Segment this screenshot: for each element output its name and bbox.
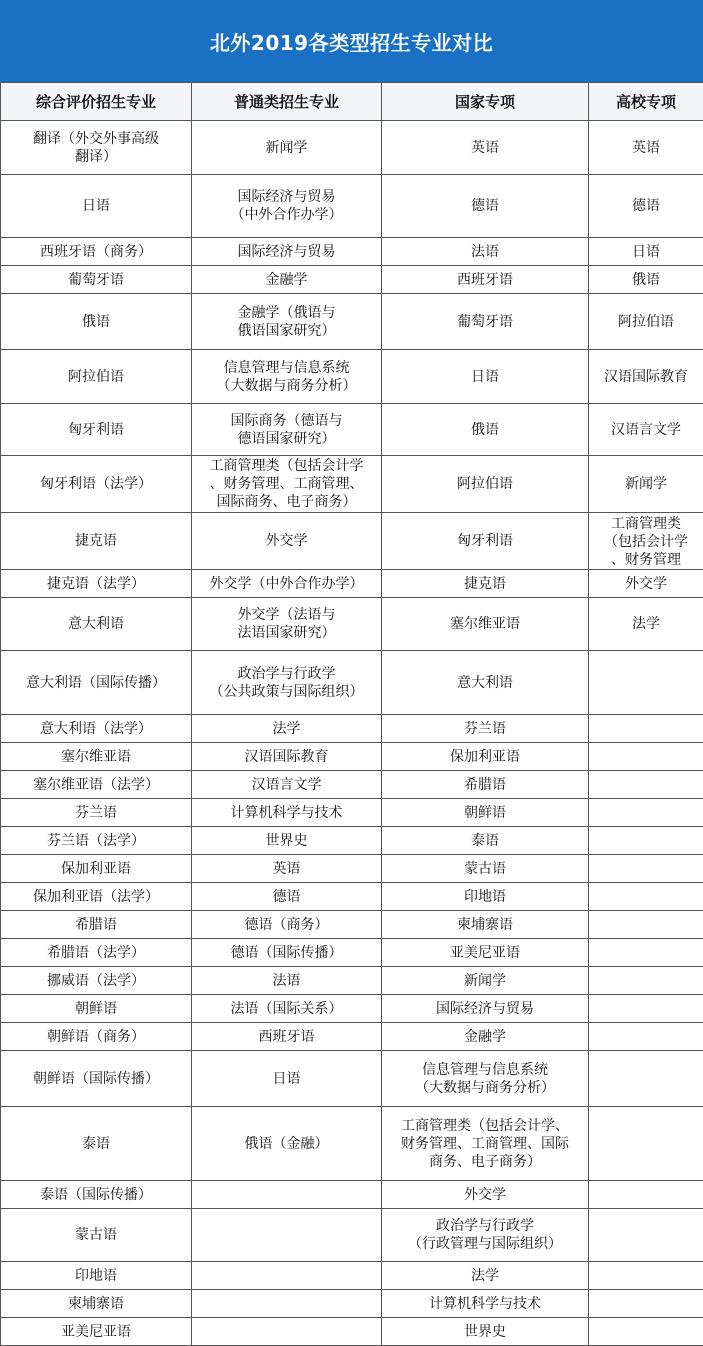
table-cell <box>589 827 703 855</box>
table-cell: 金融学（俄语与 俄语国家研究） <box>192 294 382 350</box>
table-cell <box>589 799 703 827</box>
table-cell: 政治学与行政学 （公共政策与国际组织） <box>192 651 382 715</box>
table-cell: 日语 <box>1 175 192 238</box>
table-cell: 日语 <box>382 350 589 404</box>
table-cell <box>589 995 703 1023</box>
table-cell: 国际经济与贸易 <box>192 238 382 266</box>
table-cell: 新闻学 <box>589 456 703 513</box>
table-cell: 汉语国际教育 <box>589 350 703 404</box>
table-cell: 亚美尼亚语 <box>382 939 589 967</box>
table-cell: 日语 <box>589 238 703 266</box>
table-cell <box>589 1051 703 1107</box>
table-cell <box>589 1318 703 1346</box>
table-cell <box>192 1290 382 1318</box>
table-cell: 柬埔寨语 <box>382 911 589 939</box>
table-row <box>1 513 703 570</box>
table-cell <box>589 967 703 995</box>
table-row <box>1 715 703 743</box>
table-row <box>1 1051 703 1107</box>
table-row <box>1 1290 703 1318</box>
table-cell: 世界史 <box>192 827 382 855</box>
table-cell: 法语 <box>192 967 382 995</box>
table-cell <box>589 1262 703 1290</box>
table-cell: 印地语 <box>1 1262 192 1290</box>
table-cell: 日语 <box>192 1051 382 1107</box>
table-cell: 德语（商务） <box>192 911 382 939</box>
table-row <box>1 651 703 715</box>
table-row <box>1 883 703 911</box>
table-cell: 意大利语（法学） <box>1 715 192 743</box>
table-row <box>1 911 703 939</box>
table-row <box>1 771 703 799</box>
table-cell: 英语 <box>192 855 382 883</box>
table-cell: 汉语言文学 <box>192 771 382 799</box>
table-cell <box>589 1181 703 1209</box>
table-cell: 芬兰语（法学） <box>1 827 192 855</box>
table-cell: 计算机科学与技术 <box>382 1290 589 1318</box>
table-cell <box>589 771 703 799</box>
table-cell: 西班牙语 <box>382 266 589 294</box>
header-cell: 普通类招生专业 <box>192 83 382 121</box>
table-row <box>1 404 703 456</box>
table-row <box>1 456 703 513</box>
table-row <box>1 1209 703 1262</box>
table-cell: 外交学 <box>589 570 703 598</box>
table-cell: 法学 <box>192 715 382 743</box>
table-cell: 朝鲜语（商务） <box>1 1023 192 1051</box>
table-cell: 捷克语 <box>382 570 589 598</box>
table-cell: 葡萄牙语 <box>382 294 589 350</box>
table-cell: 朝鲜语（国际传播） <box>1 1051 192 1107</box>
table-cell: 德语 <box>589 175 703 238</box>
table-cell: 国际经济与贸易 <box>382 995 589 1023</box>
table-cell: 工商管理类 （包括会计学 、财务管理 <box>589 513 703 570</box>
table-cell: 阿拉伯语 <box>382 456 589 513</box>
table-row <box>1 1107 703 1181</box>
table-cell: 信息管理与信息系统 （大数据与商务分析） <box>192 350 382 404</box>
table-cell: 匈牙利语 <box>382 513 589 570</box>
table-row <box>1 967 703 995</box>
table-cell: 意大利语 <box>1 598 192 651</box>
table-cell: 葡萄牙语 <box>1 266 192 294</box>
table-cell: 外交学（中外合作办学） <box>192 570 382 598</box>
table-cell: 外交学 <box>192 513 382 570</box>
table-cell: 俄语 <box>589 266 703 294</box>
comparison-table <box>0 82 703 1346</box>
table-cell <box>589 855 703 883</box>
table-row <box>1 266 703 294</box>
table-cell: 世界史 <box>382 1318 589 1346</box>
table-row <box>1 238 703 266</box>
table-cell: 国际经济与贸易 （中外合作办学） <box>192 175 382 238</box>
table-cell: 英语 <box>589 121 703 175</box>
table-cell: 希腊语（法学） <box>1 939 192 967</box>
table-cell <box>192 1209 382 1262</box>
table-cell: 蒙古语 <box>1 1209 192 1262</box>
table-cell: 塞尔维亚语 <box>382 598 589 651</box>
table-cell <box>192 1318 382 1346</box>
table-cell <box>589 939 703 967</box>
table-cell: 计算机科学与技术 <box>192 799 382 827</box>
table-cell: 塞尔维亚语 <box>1 743 192 771</box>
table-cell: 捷克语（法学） <box>1 570 192 598</box>
table-cell: 保加利亚语 <box>382 743 589 771</box>
table-row <box>1 1262 703 1290</box>
table-row <box>1 855 703 883</box>
table-row <box>1 175 703 238</box>
table-cell: 泰语 <box>382 827 589 855</box>
table-cell: 法语 <box>382 238 589 266</box>
table-cell: 西班牙语（商务） <box>1 238 192 266</box>
table-cell: 挪威语（法学） <box>1 967 192 995</box>
table-cell: 捷克语 <box>1 513 192 570</box>
table-cell: 法语（国际关系） <box>192 995 382 1023</box>
table-cell: 汉语言文学 <box>589 404 703 456</box>
table-cell <box>589 1023 703 1051</box>
table-cell: 工商管理类（包括会计学 、财务管理、工商管理、 国际商务、电子商务） <box>192 456 382 513</box>
table-cell: 俄语 <box>382 404 589 456</box>
table-cell: 新闻学 <box>382 967 589 995</box>
table-cell: 德语 <box>382 175 589 238</box>
table-cell: 柬埔寨语 <box>1 1290 192 1318</box>
table-row <box>1 1023 703 1051</box>
table-cell <box>192 1262 382 1290</box>
table-cell: 信息管理与信息系统 （大数据与商务分析） <box>382 1051 589 1107</box>
table-cell: 国际商务（德语与 德语国家研究） <box>192 404 382 456</box>
table-cell: 西班牙语 <box>192 1023 382 1051</box>
table-cell: 朝鲜语 <box>382 799 589 827</box>
table-cell: 阿拉伯语 <box>589 294 703 350</box>
table-cell <box>589 715 703 743</box>
table-cell: 德语（国际传播） <box>192 939 382 967</box>
table-row <box>1 598 703 651</box>
table-row <box>1 743 703 771</box>
table-row <box>1 350 703 404</box>
table-cell <box>192 1181 382 1209</box>
table-row <box>1 799 703 827</box>
page-title: 北外2019各类型招生专业对比 <box>0 0 703 82</box>
table-row <box>1 570 703 598</box>
table-cell: 俄语（金融） <box>192 1107 382 1181</box>
header-row <box>1 83 703 121</box>
table-cell: 外交学（法语与 法语国家研究） <box>192 598 382 651</box>
table-cell: 希腊语 <box>382 771 589 799</box>
table-cell: 意大利语 <box>382 651 589 715</box>
table-cell: 匈牙利语 <box>1 404 192 456</box>
table-cell: 匈牙利语（法学） <box>1 456 192 513</box>
table-cell: 芬兰语 <box>382 715 589 743</box>
table-cell: 蒙古语 <box>382 855 589 883</box>
table-row <box>1 995 703 1023</box>
table-cell: 新闻学 <box>192 121 382 175</box>
table-cell <box>589 743 703 771</box>
table-cell <box>589 911 703 939</box>
table-row <box>1 294 703 350</box>
table-cell: 英语 <box>382 121 589 175</box>
table-cell: 意大利语（国际传播） <box>1 651 192 715</box>
header-cell: 国家专项 <box>382 83 589 121</box>
table-row <box>1 121 703 175</box>
table-cell: 俄语 <box>1 294 192 350</box>
table-cell: 泰语（国际传播） <box>1 1181 192 1209</box>
table-cell: 金融学 <box>382 1023 589 1051</box>
table-cell: 德语 <box>192 883 382 911</box>
table-cell: 法学 <box>382 1262 589 1290</box>
table-cell: 工商管理类（包括会计学、 财务管理、工商管理、国际 商务、电子商务） <box>382 1107 589 1181</box>
table-cell <box>589 883 703 911</box>
table-cell: 外交学 <box>382 1181 589 1209</box>
table-cell: 翻译（外交外事高级 翻译） <box>1 121 192 175</box>
table-cell: 保加利亚语（法学） <box>1 883 192 911</box>
table-cell: 芬兰语 <box>1 799 192 827</box>
table-cell: 阿拉伯语 <box>1 350 192 404</box>
table-cell: 亚美尼亚语 <box>1 1318 192 1346</box>
table-cell: 保加利亚语 <box>1 855 192 883</box>
table-row <box>1 1318 703 1346</box>
table-cell: 金融学 <box>192 266 382 294</box>
table-cell <box>589 1107 703 1181</box>
table-row <box>1 1181 703 1209</box>
table-cell: 希腊语 <box>1 911 192 939</box>
table-cell <box>589 651 703 715</box>
table-cell: 印地语 <box>382 883 589 911</box>
table-row <box>1 827 703 855</box>
table-cell: 朝鲜语 <box>1 995 192 1023</box>
table-cell <box>589 1209 703 1262</box>
table-cell: 汉语国际教育 <box>192 743 382 771</box>
table-cell: 塞尔维亚语（法学） <box>1 771 192 799</box>
header-cell: 高校专项 <box>589 83 703 121</box>
header-cell: 综合评价招生专业 <box>1 83 192 121</box>
table-cell: 法学 <box>589 598 703 651</box>
table-cell: 泰语 <box>1 1107 192 1181</box>
table-cell <box>589 1290 703 1318</box>
table-cell: 政治学与行政学 （行政管理与国际组织） <box>382 1209 589 1262</box>
table-row <box>1 939 703 967</box>
